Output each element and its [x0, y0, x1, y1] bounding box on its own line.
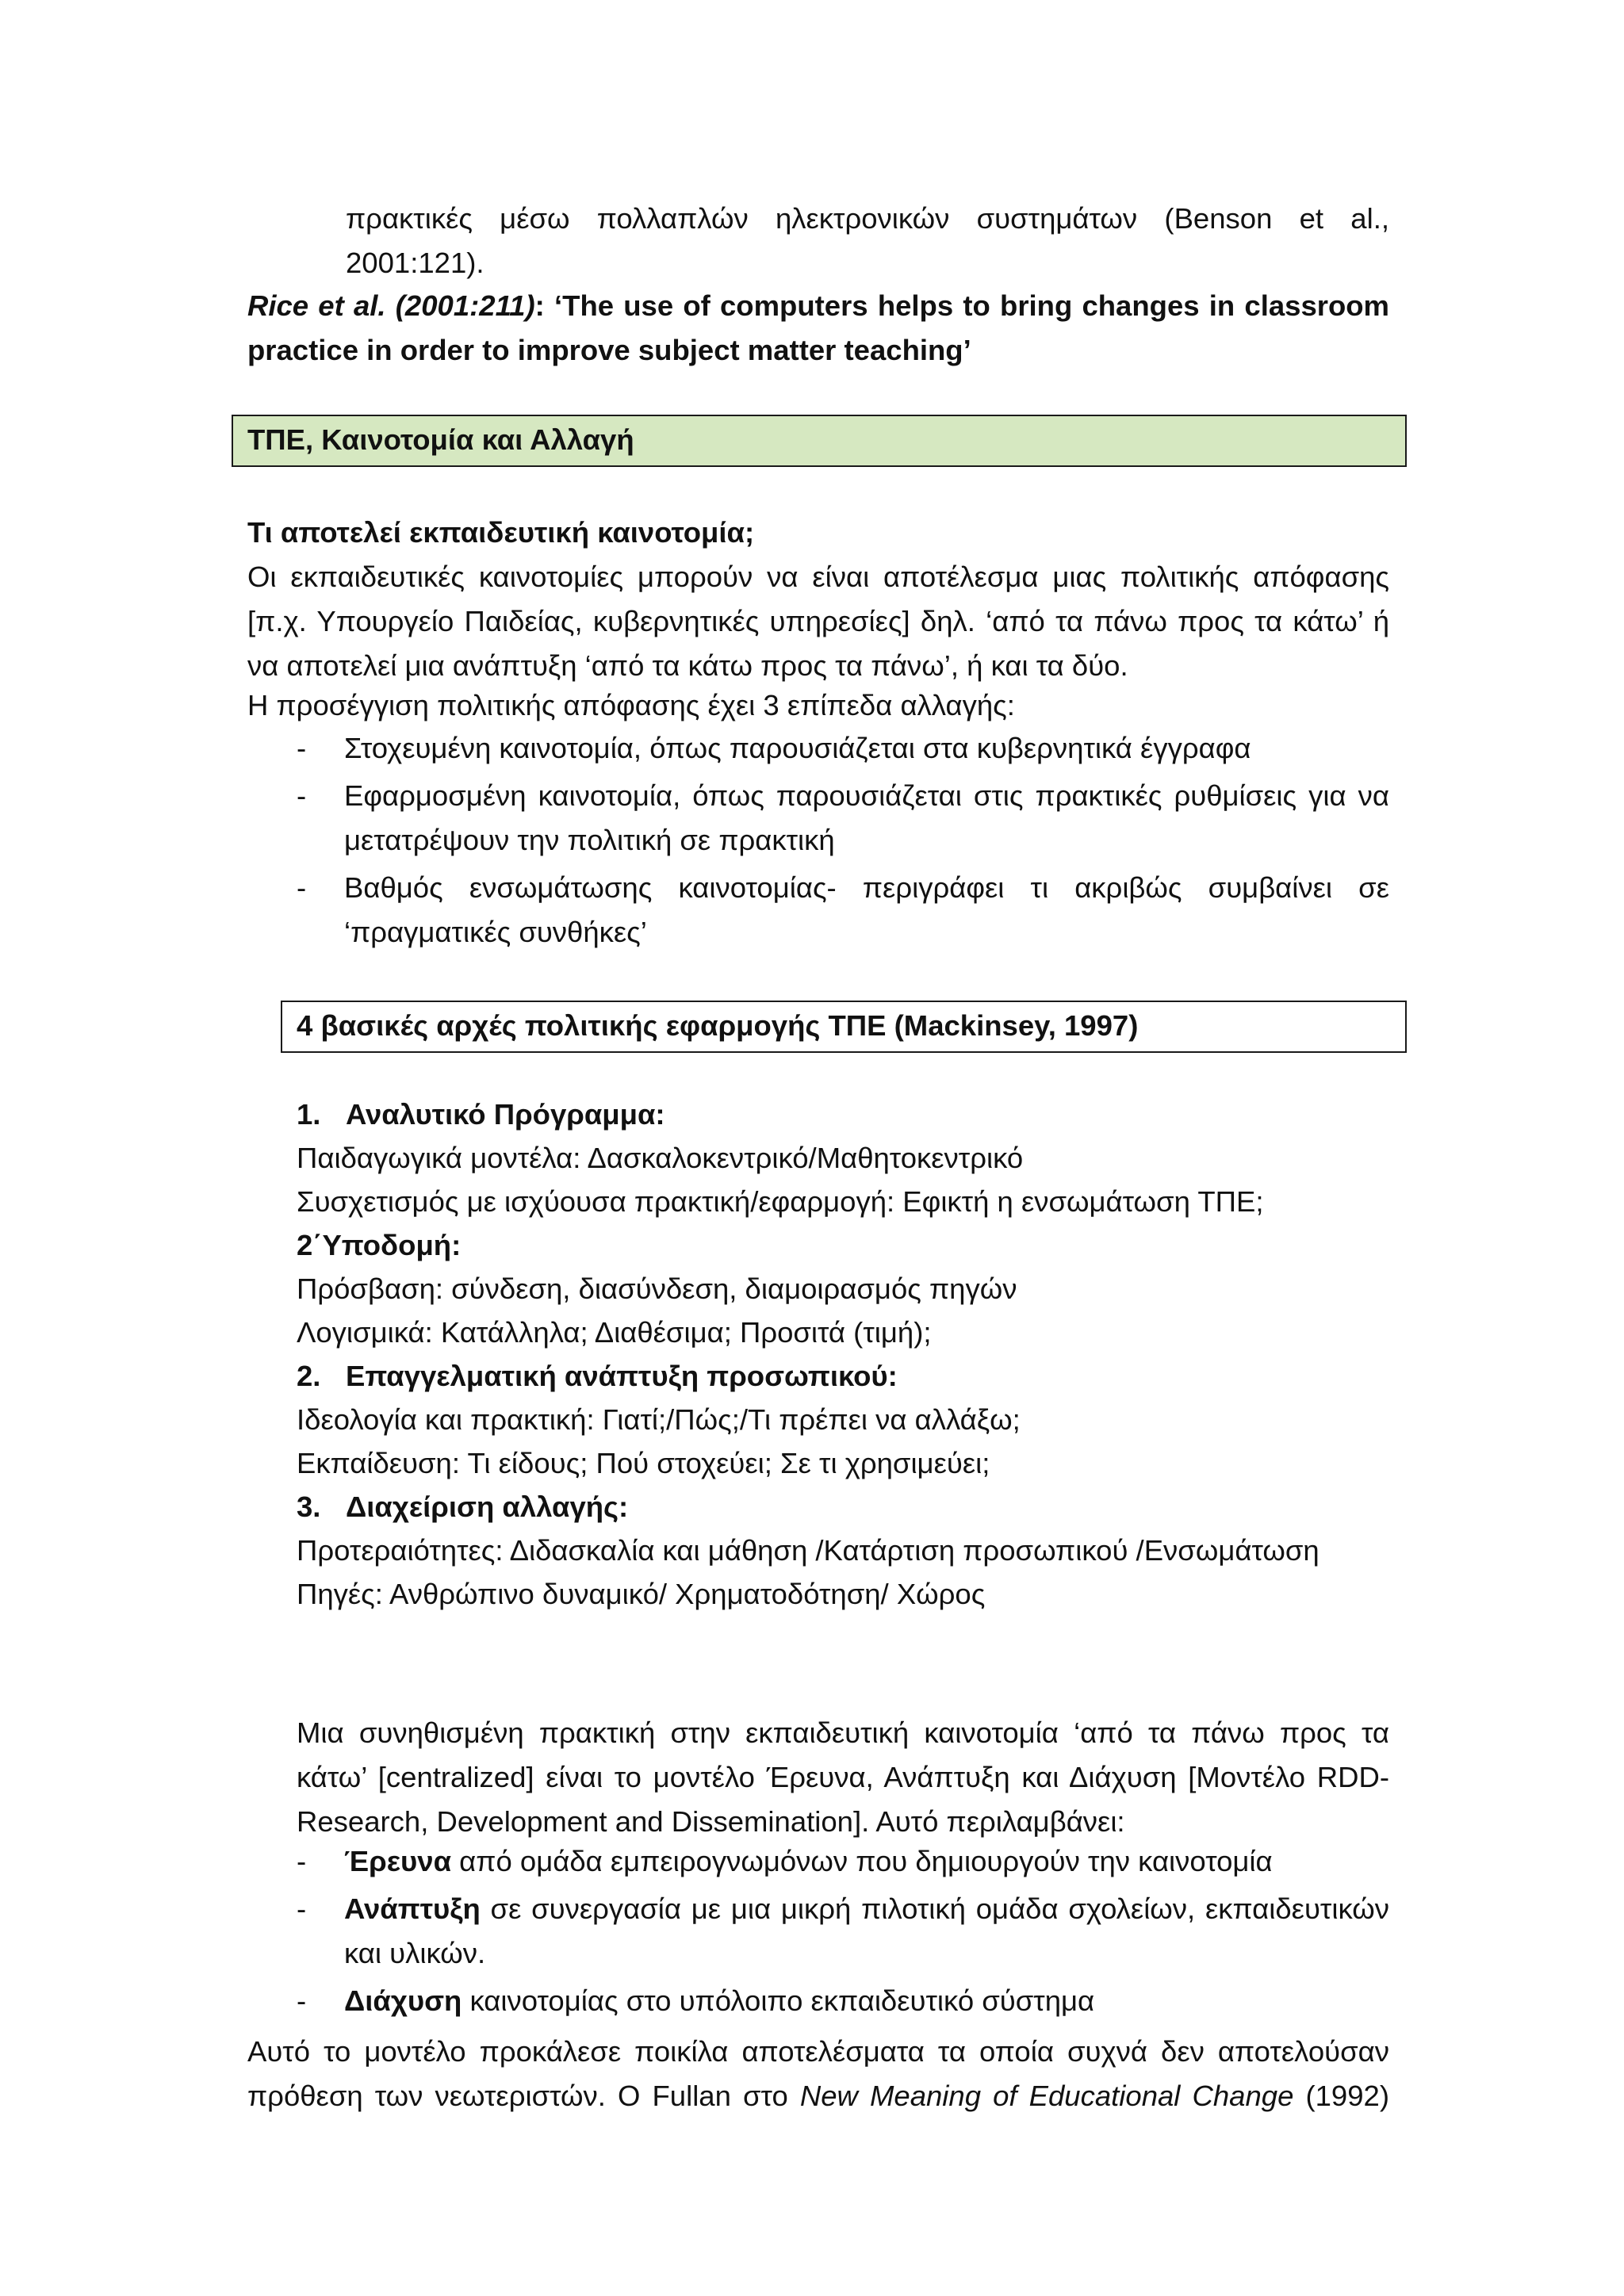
rdd-paragraph: Μια συνηθισμένη πρακτική στην εκπαιδευτική καινοτομία ‘από τα πάνω προς τα κάτω’ [centralized] είναι το μοντέλο Έρευνα, Ανάπτυξη και Διάχυση [Μοντέλο RDD- Research, Development and Dissemination]. Αυτό περιλαμβάνει:	[297, 1716, 1389, 1838]
list-item: - Βαθμός ενσωμάτωσης καινοτομίας- περιγράφει τι ακριβώς συμβαίνει σε ‘πραγματικές συνθήκες’	[247, 866, 1389, 955]
principle-line: Πρόσβαση: σύνδεση, διασύνδεση, διαμοιρασμός πηγών	[297, 1272, 1017, 1305]
quote-colon: :	[534, 289, 545, 322]
principle-professional-development-heading	[297, 1354, 1407, 1398]
principle-line: Προτεραιότητες: Διδασκαλία και μάθηση /Κατάρτιση προσωπικού /Ενσωμάτωση	[297, 1534, 1320, 1567]
principle-line: Εκπαίδευση: Τι είδους; Πού στοχεύει; Σε τι χρησιμεύει;	[297, 1447, 990, 1479]
principle-curriculum-heading	[297, 1093, 1407, 1136]
innovation-paragraph: Οι εκπαιδευτικές καινοτομίες μπορούν να είναι αποτέλεσμα μιας πολιτικής απόφασης [π.χ. Υπουργείο Παιδείας, κυβερνητικές υπηρεσίες] δηλ. ‘από τα πάνω προς τα κάτω’ ή να αποτελεί μια ανάπτυξη ‘από τα κάτω προς τα πάνω’, ή και τα δύο.	[247, 561, 1389, 682]
closing-text: Αυτό το μοντέλο προκάλεσε ποικίλα αποτελέσματα τα οποία συχνά δεν αποτελούσαν πρόθεση των νεωτεριστών. Ο Fullan στο	[247, 2035, 1389, 2112]
principle-number: 3.	[297, 1490, 321, 1523]
rdd-item-text: από ομάδα εμπειρογνωμόνων που δημιουργούν την καινοτομία	[451, 1845, 1273, 1877]
principle-line: Λογισμικά: Κατάλληλα; Διαθέσιμα; Προσιτά (τιμή);	[297, 1316, 932, 1349]
principle-number: 1.	[297, 1098, 321, 1131]
principle-line: Ιδεολογία και πρακτική: Γιατί;/Πώς;/Τι πρέπει να αλλάξω;	[297, 1403, 1021, 1436]
principle-change-management-heading	[297, 1485, 1407, 1529]
principle-line: Πηγές: Ανθρώπινο δυναμικό/ Χρηματοδότηση/ Χώρος	[297, 1578, 986, 1610]
rdd-item-term: Διάχυση	[344, 1984, 462, 2017]
continuation-paragraph	[346, 197, 1389, 285]
principle-title: Διαχείριση αλλαγής:	[346, 1490, 629, 1523]
closing-year: (1992)	[1293, 2080, 1389, 2112]
book-title: New Meaning of Educational Change	[799, 2080, 1294, 2112]
section-heading-text: ΤΠΕ, Καινοτομία και Αλλαγή	[247, 423, 634, 456]
principle-number: 2.	[297, 1360, 321, 1392]
closing-paragraph	[247, 2030, 1389, 2118]
quote-year: (2001:211)	[395, 289, 535, 322]
principle-title: Επαγγελματική ανάπτυξη προσωπικού:	[346, 1360, 898, 1392]
section-heading-principles	[281, 1001, 1407, 1053]
section-heading-ict-innovation	[232, 415, 1407, 467]
rdd-item-term: Έρευνα	[344, 1845, 452, 1877]
continuation-line-2: 2001:121).	[346, 247, 485, 279]
list-item	[247, 1979, 1389, 2023]
list-item	[247, 1887, 1389, 1976]
change-levels-list	[247, 726, 1389, 955]
section-heading-text: 4 βασικές αρχές πολιτικής εφαρμογής ΤΠΕ (Mackinsey, 1997)	[297, 1009, 1139, 1042]
list-item: - Εφαρμοσμένη καινοτομία, όπως παρουσιάζεται στις πρακτικές ρυθμίσεις για να μετατρέψουν την πολιτική σε πρακτική	[247, 774, 1389, 863]
innovation-heading: Τι αποτελεί εκπαιδευτική καινοτομία;	[247, 516, 755, 549]
principle-title: Αναλυτικό Πρόγραμμα:	[346, 1098, 665, 1131]
principle-line: Συσχετισμός με ισχύουσα πρακτική/εφαρμογή: Εφικτή η ενσωμάτωση ΤΠΕ;	[297, 1185, 1264, 1218]
rdd-list	[247, 1839, 1389, 2023]
principle-line: Παιδαγωγικά μοντέλα: Δασκαλοκεντρικό/Μαθητοκεντρικό	[297, 1142, 1024, 1174]
rdd-item-text: καινοτομίας στο υπόλοιπο εκπαιδευτικό σύστημα	[462, 1984, 1095, 2017]
list-item	[247, 1839, 1389, 1884]
principles-block	[297, 1093, 1407, 1616]
rdd-item-text: σε συνεργασία με μια μικρή πιλοτική ομάδα σχολείων, εκπαιδευτικών και υλικών.	[344, 1892, 1389, 1969]
list-item: - Στοχευμένη καινοτομία, όπως παρουσιάζεται στα κυβερνητικά έγγραφα	[247, 726, 1389, 771]
continuation-line-1: πρακτικές μέσω πολλαπλών ηλεκτρονικών συστημάτων (Benson et al.,	[346, 202, 1389, 235]
principle-infrastructure-heading: 2΄Υποδομή:	[297, 1229, 462, 1261]
rdd-item-term: Ανάπτυξη	[344, 1892, 481, 1925]
quote-author: Rice et al.	[247, 289, 386, 322]
innovation-lead: Η προσέγγιση πολιτικής απόφασης έχει 3 επίπεδα αλλαγής:	[247, 689, 1015, 721]
quote-text: ‘The use of computers helps to bring changes in classroom practice in order to improve subject matter teaching’	[247, 289, 1389, 366]
rice-quote	[247, 284, 1389, 373]
